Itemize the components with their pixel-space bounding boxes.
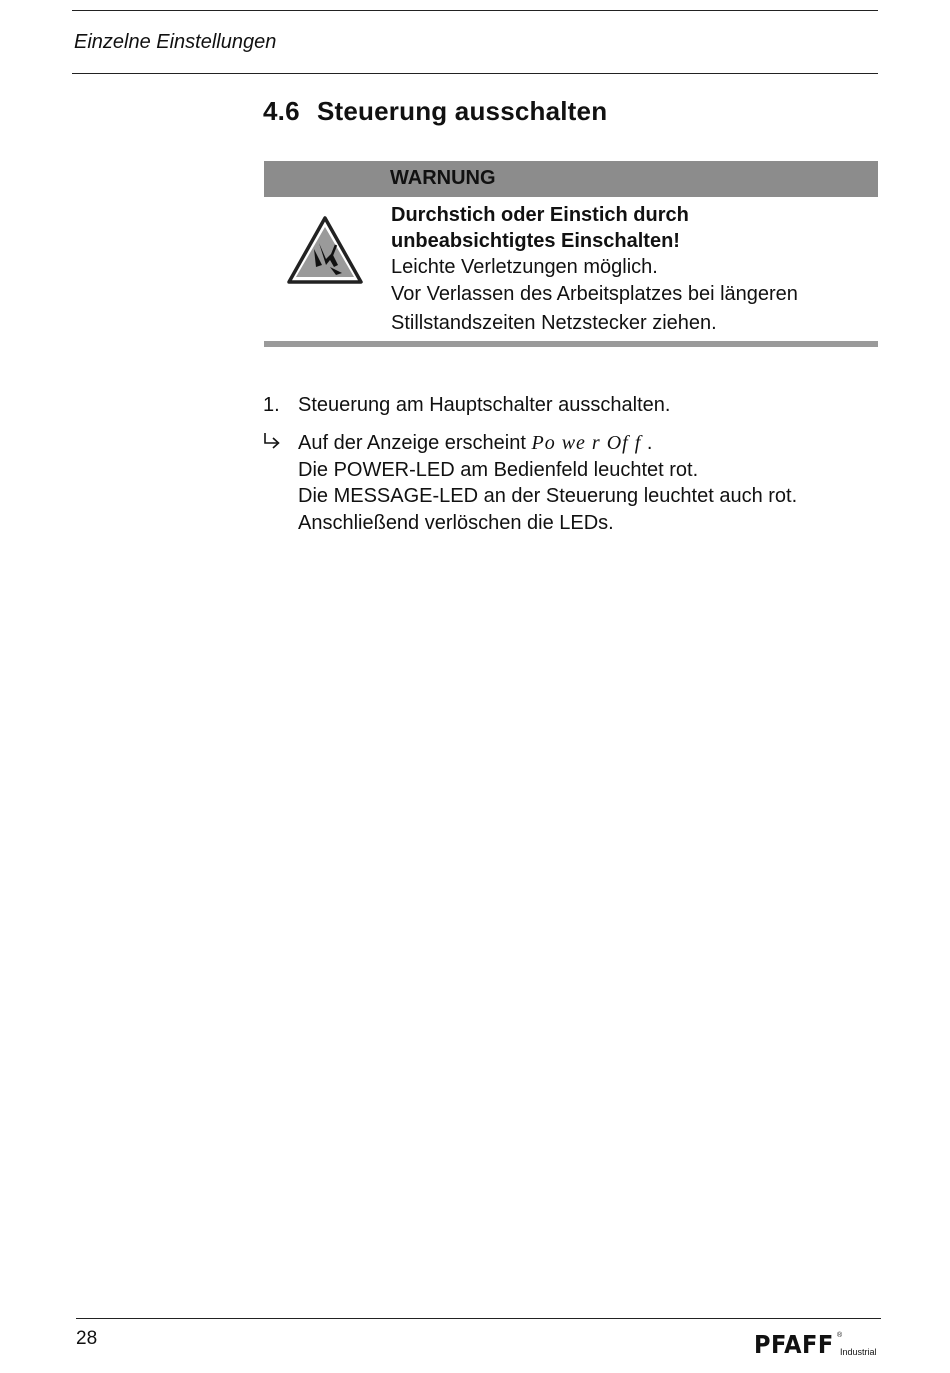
warning-label: WARNUNG [390,167,496,189]
warning-header [264,161,878,197]
result-line-4: Anschließend verlöschen die LEDs. [298,511,614,534]
step-text: Steuerung am Hauptschalter ausschalten. [298,394,671,416]
result-arrow-icon [263,432,281,456]
warning-line-3: Stillstandszeiten Netzstecker ziehen. [391,312,717,334]
header-top-rule [72,10,878,11]
header-bottom-rule [72,73,878,74]
running-header: Einzelne Einstellungen [74,31,277,53]
warning-line-1: Leichte Verletzungen möglich. [391,256,658,278]
display-message: Po we r Of f [531,432,642,454]
warning-box [264,161,878,334]
result-line-1 [298,430,797,457]
result-prefix: Auf der Anzeige erscheint [298,432,532,454]
result-line-3: Die MESSAGE-LED an der Steuerung leuchtet auch rot. [298,485,798,507]
warning-line-2: Vor Verlassen des Arbeitsplatzes bei längeren [391,283,798,305]
step-marker: 1. [263,394,280,416]
section-title: Steuerung ausschalten [317,96,608,126]
result-line-2: Die POWER-LED am Bedienfeld leuchtet rot. [298,458,699,481]
logo-registered-mark: ® [837,1332,843,1339]
warning-bottom-bar [264,341,878,347]
pfaff-logo [754,1330,877,1359]
result-suffix: . [641,432,653,454]
logo-subtitle: Industrial [840,1347,877,1357]
warning-headline-2: unbeabsichtigtes Einschalten! [391,230,680,252]
result-text [298,430,797,536]
section-heading [263,96,607,127]
section-number: 4.6 [263,96,300,126]
footer-rule [76,1318,881,1319]
page-number: 28 [76,1328,98,1349]
warning-text [391,202,871,338]
logo-brand: PFAFF [754,1330,834,1359]
needle-puncture-warning-icon [286,215,364,290]
warning-headline-1: Durchstich oder Einstich durch [391,204,689,226]
